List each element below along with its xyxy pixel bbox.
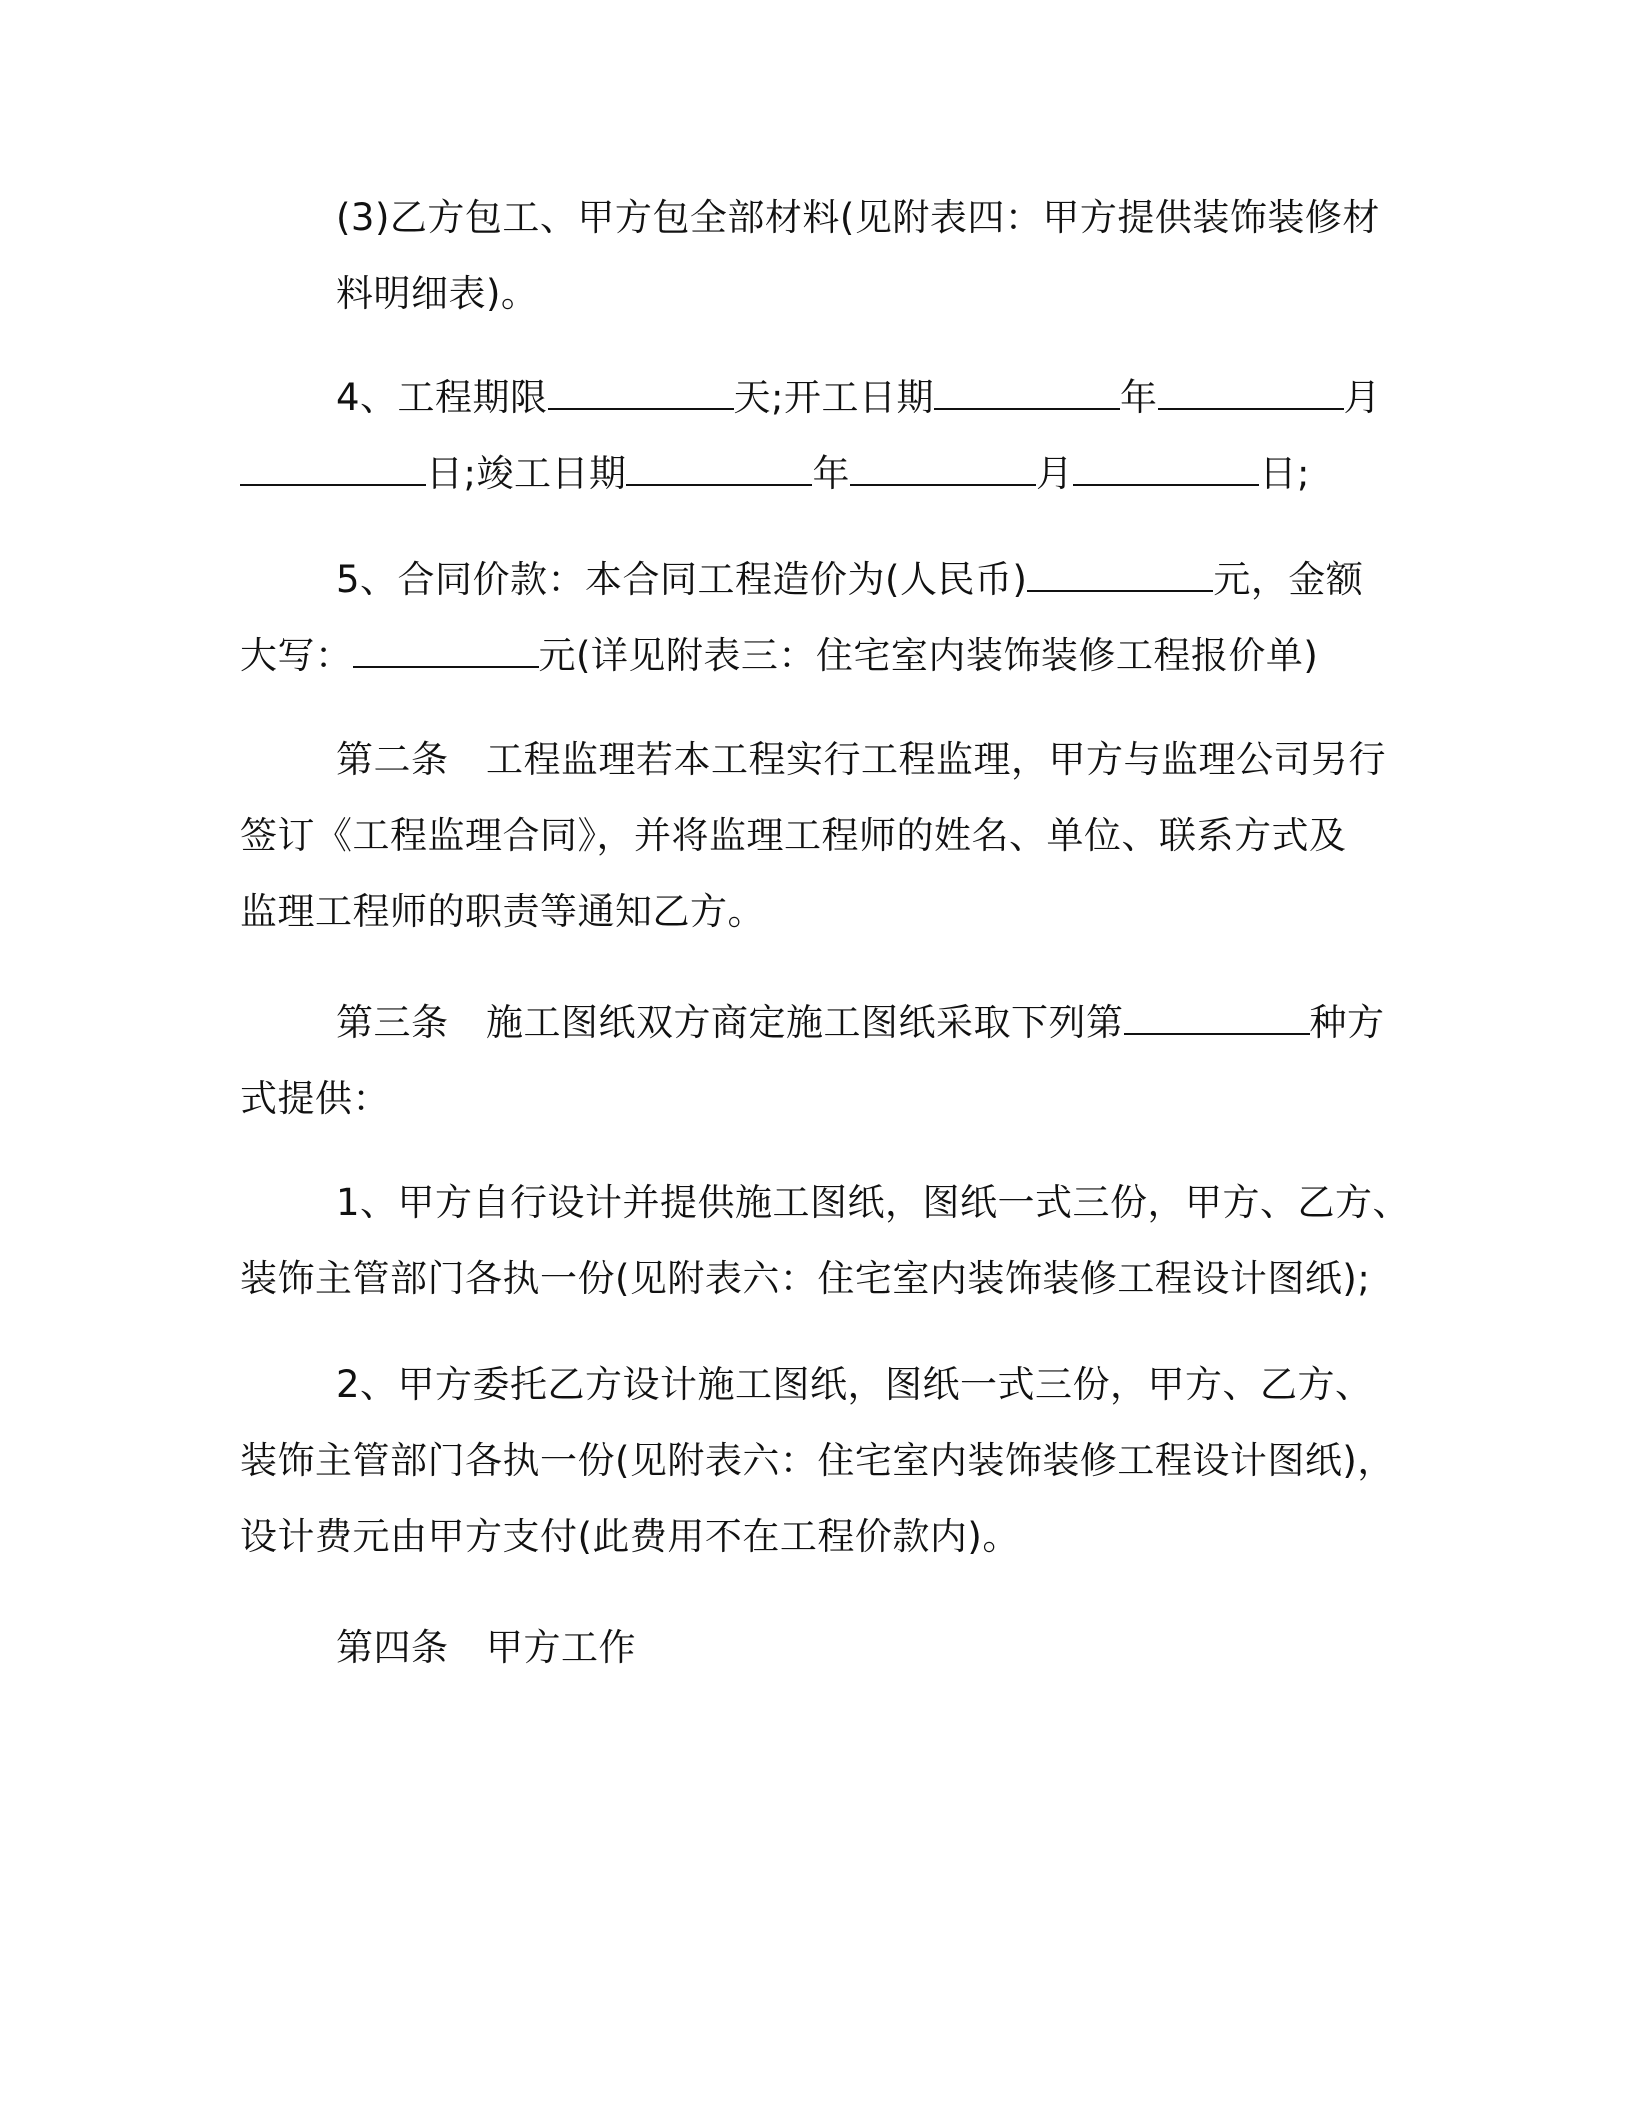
clause-text: 大写：	[240, 634, 353, 677]
blank-field	[626, 456, 812, 486]
text-line	[240, 436, 1395, 512]
blank-field	[850, 456, 1036, 486]
text-line	[240, 985, 1395, 1061]
clause-text: 天;开工日期	[733, 376, 935, 419]
article-three	[240, 985, 1395, 1137]
text-line: 式提供：	[240, 1077, 390, 1120]
text-line: 第二条 工程监理若本工程实行工程监理，甲方与监理公司另行	[336, 738, 1386, 781]
article-four	[240, 1610, 1395, 1686]
clause-text: 日;竣工日期	[426, 452, 627, 495]
clause-text: 日;	[1259, 452, 1310, 495]
blank-field	[353, 638, 539, 668]
text-line: 1、甲方自行设计并提供施工图纸，图纸一式三份，甲方、乙方、	[336, 1181, 1411, 1224]
price-clause	[240, 542, 1395, 694]
text-line	[240, 542, 1395, 618]
clause-text: 月	[1035, 452, 1074, 495]
drawing-option-one	[240, 1165, 1411, 1317]
text-line: 第四条 甲方工作	[336, 1626, 636, 1669]
blank-field	[1027, 562, 1213, 592]
text-line: 设计费元由甲方支付(此费用不在工程价款内)。	[240, 1515, 1020, 1558]
clause-text: 元，金额	[1213, 558, 1364, 601]
article-two	[240, 722, 1395, 950]
text-line: 2、甲方委托乙方设计施工图纸，图纸一式三份，甲方、乙方、	[336, 1363, 1373, 1406]
blank-field	[240, 456, 426, 486]
blank-field	[1158, 380, 1344, 410]
text-line: 监理工程师的职责等通知乙方。	[240, 890, 765, 933]
blank-field	[1124, 1005, 1310, 1035]
text-line: 装饰主管部门各执一份(见附表六：住宅室内装饰装修工程设计图纸)，	[240, 1439, 1395, 1482]
blank-field	[548, 380, 734, 410]
text-line: 签订《工程监理合同》，并将监理工程师的姓名、单位、联系方式及	[240, 814, 1347, 857]
clause-text: 元(详见附表三：住宅室内装饰装修工程报价单)	[538, 634, 1319, 677]
material-clause	[240, 180, 1395, 332]
duration-clause	[240, 360, 1395, 512]
blank-field	[934, 380, 1120, 410]
clause-text: 年	[812, 452, 850, 495]
text-line: (3)乙方包工、甲方包全部材料(见附表四：甲方提供装饰装修材	[336, 196, 1380, 239]
text-line	[240, 360, 1395, 436]
text-line: 装饰主管部门各执一份(见附表六：住宅室内装饰装修工程设计图纸);	[240, 1257, 1371, 1300]
blank-field	[1073, 456, 1259, 486]
text-line: 料明细表)。	[336, 272, 539, 315]
clause-text: 4、工程期限	[336, 376, 548, 419]
text-line	[240, 618, 1395, 694]
clause-text: 年	[1120, 376, 1158, 419]
clause-text: 第三条 施工图纸双方商定施工图纸采取下列第	[336, 1001, 1124, 1044]
clause-text: 种方	[1309, 1001, 1385, 1044]
clause-text: 5、合同价款：本合同工程造价为(人民币)	[336, 558, 1028, 601]
clause-text: 月	[1343, 376, 1382, 419]
drawing-option-two	[240, 1347, 1395, 1575]
